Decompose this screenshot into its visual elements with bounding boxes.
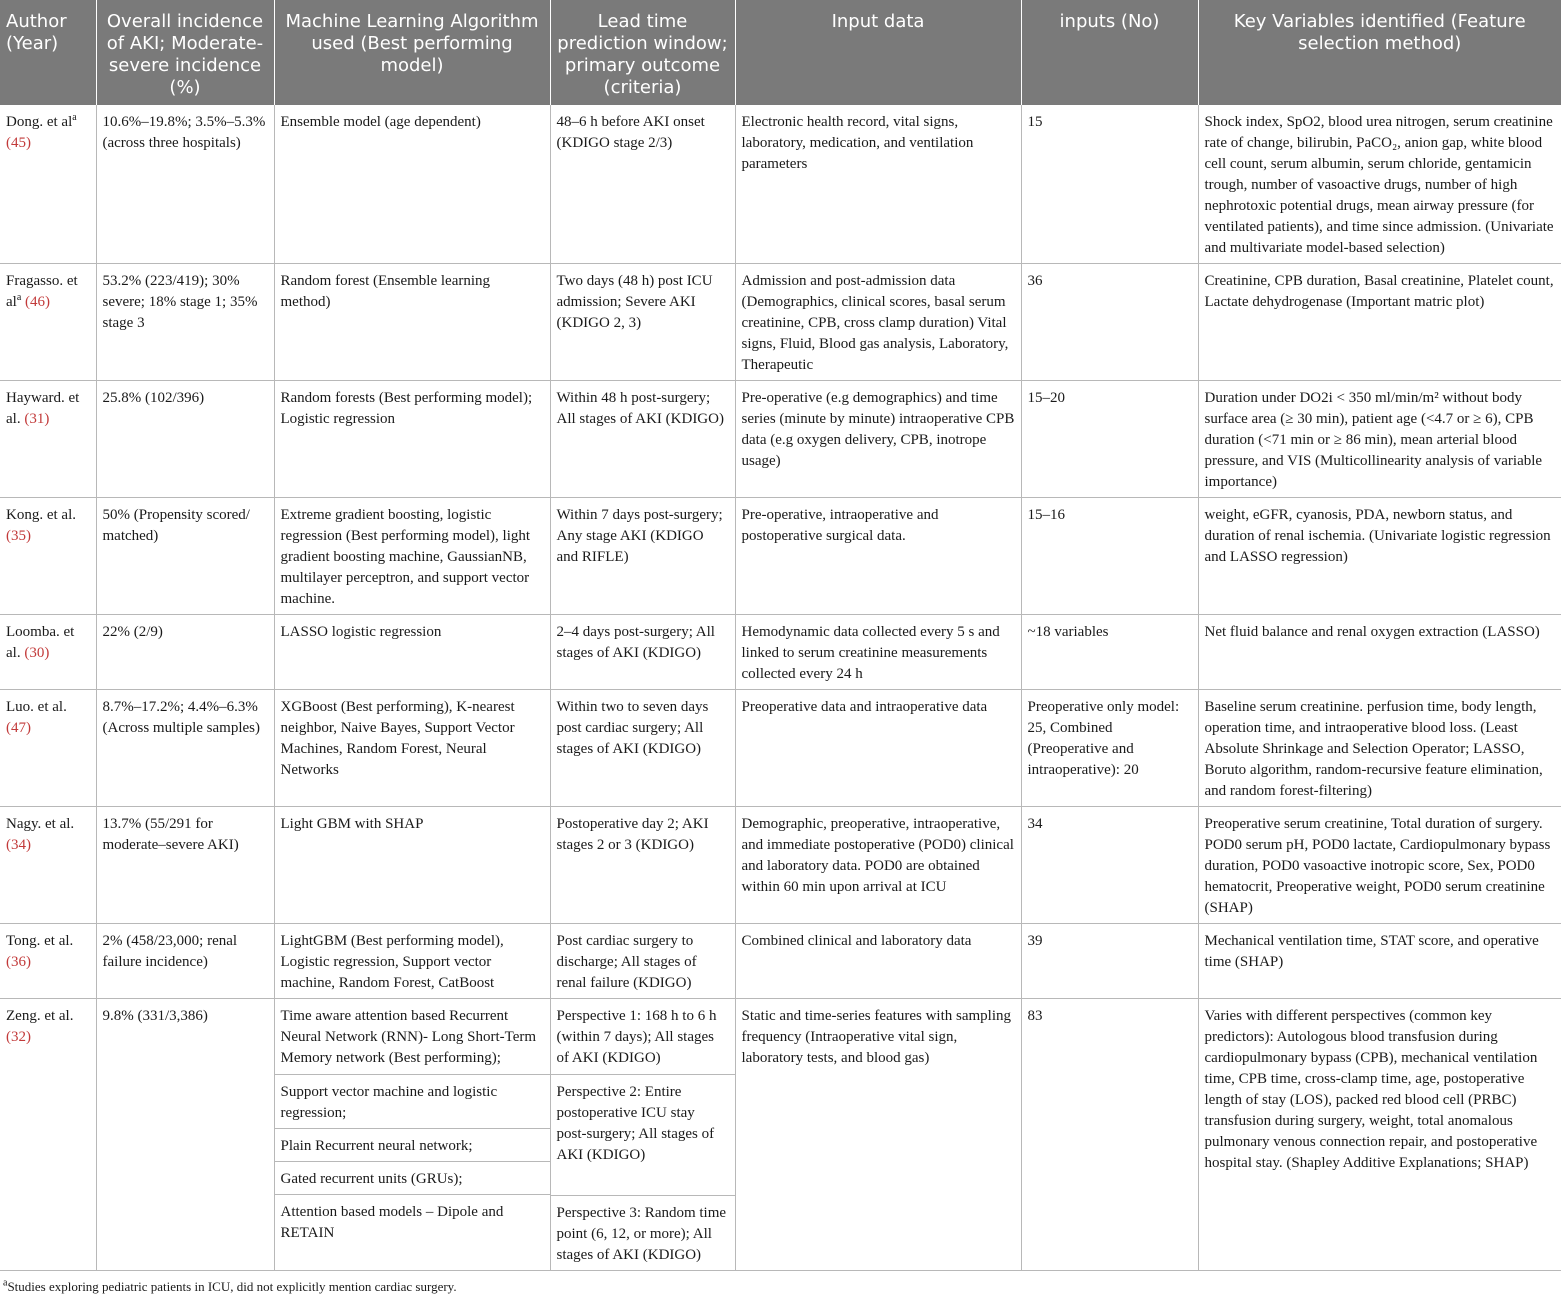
incidence-cell: 2% (458/23,000; renal failure incidence) bbox=[96, 924, 274, 999]
author-cell bbox=[0, 807, 96, 924]
author-cell bbox=[0, 381, 96, 498]
ml-algorithm-part: Gated recurrent units (GRUs); bbox=[275, 1162, 550, 1195]
lead-time-cell: Two days (48 h) post ICU admission; Severe AKI (KDIGO 2, 3) bbox=[550, 264, 735, 381]
author-name: Dong. et al bbox=[6, 114, 73, 130]
table-row bbox=[0, 498, 1561, 615]
footnote bbox=[0, 1271, 1561, 1295]
author-name: Nagy. et al. bbox=[6, 816, 75, 832]
table-row bbox=[0, 690, 1561, 807]
lead-time-cell: 48–6 h before AKI onset (KDIGO stage 2/3) bbox=[550, 105, 735, 264]
incidence-cell: 10.6%–19.8%; 3.5%–5.3% (across three hospitals) bbox=[96, 105, 274, 264]
lead-time-cell: Within 48 h post-surgery; All stages of AKI (KDIGO) bbox=[550, 381, 735, 498]
footnote-text: Studies exploring pediatric patients in ICU, did not explicitly mention cardiac surgery. bbox=[7, 1279, 457, 1294]
reference-link: (36) bbox=[6, 954, 31, 970]
inputs-no-cell: 15–16 bbox=[1021, 498, 1198, 615]
header-incidence: Overall incidence of AKI; Moderate-severe incidence (%) bbox=[96, 0, 274, 105]
table-row bbox=[0, 105, 1561, 264]
incidence-cell: 8.7%–17.2%; 4.4%–6.3% (Across multiple samples) bbox=[96, 690, 274, 807]
reference-link: (35) bbox=[6, 528, 31, 544]
input-data-cell: Combined clinical and laboratory data bbox=[735, 924, 1021, 999]
inputs-no-cell: 15–20 bbox=[1021, 381, 1198, 498]
author-cell bbox=[0, 999, 96, 1271]
lead-time-cell: Postoperative day 2; AKI stages 2 or 3 (KDIGO) bbox=[550, 807, 735, 924]
inputs-no-cell: 15 bbox=[1021, 105, 1198, 264]
header-lead-time: Lead time prediction window; primary outcome (criteria) bbox=[550, 0, 735, 105]
reference-link: (46) bbox=[25, 294, 51, 310]
author-cell bbox=[0, 498, 96, 615]
author-cell bbox=[0, 105, 96, 264]
ml-algorithm-part: Plain Recurrent neural network; bbox=[275, 1129, 550, 1162]
lead-time-cell: 2–4 days post-surgery; All stages of AKI (KDIGO) bbox=[550, 615, 735, 690]
inputs-no-cell: 34 bbox=[1021, 807, 1198, 924]
ml-algorithm-cell bbox=[274, 999, 550, 1271]
input-data-cell: Preoperative data and intraoperative data bbox=[735, 690, 1021, 807]
lead-time-cell: Within two to seven days post cardiac surgery; All stages of AKI (KDIGO) bbox=[550, 690, 735, 807]
table-row bbox=[0, 615, 1561, 690]
reference-link: (45) bbox=[6, 135, 31, 151]
incidence-cell: 9.8% (331/3,386) bbox=[96, 999, 274, 1271]
author-footnote-marker: a bbox=[16, 292, 22, 303]
table-row bbox=[0, 999, 1561, 1271]
inputs-no-cell: 39 bbox=[1021, 924, 1198, 999]
header-inputs-no: inputs (No) bbox=[1021, 0, 1198, 105]
incidence-cell: 25.8% (102/396) bbox=[96, 381, 274, 498]
ml-algorithm-cell: Random forest (Ensemble learning method) bbox=[274, 264, 550, 381]
input-data-cell: Electronic health record, vital signs, laboratory, medication, and ventilation parameters bbox=[735, 105, 1021, 264]
author-cell bbox=[0, 924, 96, 999]
ml-algorithm-cell: LightGBM (Best performing model), Logistic regression, Support vector machine, Random Forest, CatBoost bbox=[274, 924, 550, 999]
header-row bbox=[0, 0, 1561, 105]
incidence-cell: 50% (Propensity scored/ matched) bbox=[96, 498, 274, 615]
author-name: Kong. et al. bbox=[6, 507, 76, 523]
header-author: Author (Year) bbox=[0, 0, 96, 105]
reference-link: (30) bbox=[24, 645, 50, 661]
table-body bbox=[0, 105, 1561, 1271]
ml-algorithm-cell: LASSO logistic regression bbox=[274, 615, 550, 690]
reference-link: (47) bbox=[6, 720, 31, 736]
author-name: Zeng. et al. bbox=[6, 1008, 74, 1024]
author-cell bbox=[0, 690, 96, 807]
ml-algorithm-part: Support vector machine and logistic regression; bbox=[275, 1075, 550, 1129]
inputs-no-cell: Preoperative only model: 25, Combined (Preoperative and intraoperative): 20 bbox=[1021, 690, 1198, 807]
header-ml-algorithm: Machine Learning Algorithm used (Best performing model) bbox=[274, 0, 550, 105]
footnote-marker: a bbox=[3, 1277, 8, 1289]
input-data-cell: Admission and post-admission data (Demographics, clinical scores, basal serum creatinine, CPB, cross clamp duration) Vital signs, Fluid, Blood gas analysis, Laboratory, Therapeutic bbox=[735, 264, 1021, 381]
ml-algorithm-cell: Random forests (Best performing model); Logistic regression bbox=[274, 381, 550, 498]
author-name: Fragasso. et al bbox=[6, 273, 78, 310]
input-data-cell: Demographic, preoperative, intraoperative, and immediate postoperative (POD0) clinical and laboratory data. POD0 are obtained within 60 min upon arrival at ICU bbox=[735, 807, 1021, 924]
input-data-cell: Pre-operative (e.g demographics) and time series (minute by minute) intraoperative CPB data (e.g oxygen delivery, CPB, inotrope usage) bbox=[735, 381, 1021, 498]
author-cell bbox=[0, 264, 96, 381]
input-data-cell: Pre-operative, intraoperative and postoperative surgical data. bbox=[735, 498, 1021, 615]
header-input-data: Input data bbox=[735, 0, 1021, 105]
lead-time-cell: Within 7 days post-surgery; Any stage AKI (KDIGO and RIFLE) bbox=[550, 498, 735, 615]
key-variables-cell: Preoperative serum creatinine, Total duration of surgery. POD0 serum pH, POD0 lactate, Cardiopulmonary bypass duration, POD0 vasoactive inotropic score, Sex, POD0 hematocrit, Preoperative weight, POD0 serum creatinine (SHAP) bbox=[1198, 807, 1561, 924]
author-name: Loomba. et al. bbox=[6, 624, 75, 661]
lead-time-part: Perspective 2: Entire postoperative ICU stay post-surgery; All stages of AKI (KDIGO) bbox=[551, 1075, 735, 1196]
table-row bbox=[0, 264, 1561, 381]
lead-time-cell: Post cardiac surgery to discharge; All stages of renal failure (KDIGO) bbox=[550, 924, 735, 999]
reference-link: (31) bbox=[24, 411, 50, 427]
table-row bbox=[0, 381, 1561, 498]
reference-link: (32) bbox=[6, 1029, 31, 1045]
ml-algorithm-cell: XGBoost (Best performing), K-nearest neighbor, Naive Bayes, Support Vector Machines, Random Forest, Neural Networks bbox=[274, 690, 550, 807]
author-cell bbox=[0, 615, 96, 690]
inputs-no-cell: ~18 variables bbox=[1021, 615, 1198, 690]
author-name: Tong. et al. bbox=[6, 933, 74, 949]
incidence-cell: 53.2% (223/419); 30% severe; 18% stage 1; 35% stage 3 bbox=[96, 264, 274, 381]
table-row bbox=[0, 807, 1561, 924]
key-variables-cell: Duration under DO2i < 350 ml/min/m² without body surface area (≥ 30 min), patient age (<4.7 or ≥ 6), CPB duration (<71 min or ≥ 86 min), mean arterial blood pressure, and VIS (Multicollinearity analysis of variable importance) bbox=[1198, 381, 1561, 498]
ml-algorithm-part: Time aware attention based Recurrent Neural Network (RNN)- Long Short-Term Memory network (Best performing); bbox=[275, 999, 550, 1075]
ml-algorithm-part: Attention based models – Dipole and RETAIN bbox=[280, 1204, 504, 1241]
author-name: Hayward. et al. bbox=[6, 390, 80, 427]
ml-algorithm-cell: Light GBM with SHAP bbox=[274, 807, 550, 924]
ml-algorithm-cell: Extreme gradient boosting, logistic regression (Best performing model), light gradient boosting machine, GaussianNB, multilayer perceptron, and support vector machine. bbox=[274, 498, 550, 615]
inputs-no-cell: 36 bbox=[1021, 264, 1198, 381]
key-variables-cell: weight, eGFR, cyanosis, PDA, newborn status, and duration of renal ischemia. (Univariate logistic regression and LASSO regression) bbox=[1198, 498, 1561, 615]
key-variables-cell: Varies with different perspectives (common key predictors): Autologous blood transfusion during cardiopulmonary bypass (CPB), mechanical ventilation time, CPB time, cross-clamp time, age, postoperative length of stay (LOS), packed red blood cell (PRBC) transfusion during surgery, weight, total anomalous pulmonary venous connection repair, and postoperative hospital stay. (Shapley Additive Explanations; SHAP) bbox=[1198, 999, 1561, 1271]
incidence-cell: 13.7% (55/291 for moderate–severe AKI) bbox=[96, 807, 274, 924]
input-data-cell: Static and time-series features with sampling frequency (Intraoperative vital sign, laboratory tests, and blood gas) bbox=[735, 999, 1021, 1271]
author-footnote-marker: a bbox=[72, 112, 77, 123]
lead-time-part: Perspective 1: 168 h to 6 h (within 7 days); All stages of AKI (KDIGO) bbox=[551, 999, 735, 1075]
header-key-variables: Key Variables identified (Feature selection method) bbox=[1198, 0, 1561, 105]
incidence-cell: 22% (2/9) bbox=[96, 615, 274, 690]
input-data-cell: Hemodynamic data collected every 5 s and linked to serum creatinine measurements collected every 24 h bbox=[735, 615, 1021, 690]
key-variables-cell: Net fluid balance and renal oxygen extraction (LASSO) bbox=[1198, 615, 1561, 690]
author-name: Luo. et al. bbox=[6, 699, 67, 715]
key-variables-cell: Mechanical ventilation time, STAT score, and operative time (SHAP) bbox=[1198, 924, 1561, 999]
lead-time-cell bbox=[550, 999, 735, 1271]
lead-time-part: Perspective 3: Random time point (6, 12, or more); All stages of AKI (KDIGO) bbox=[556, 1205, 727, 1263]
key-variables-cell: Shock index, SpO2, blood urea nitrogen, serum creatinine rate of change, bilirubin, PaCO₂, anion gap, white blood cell count, serum albumin, serum chloride, gentamicin trough, number of vasoactive drugs, number of high nephrotoxic potential drugs, mean airway pressure (for ventilated patients), and time since admission. (Univariate and multivariate model-based selection) bbox=[1198, 105, 1561, 264]
inputs-no-cell: 83 bbox=[1021, 999, 1198, 1271]
table-row bbox=[0, 924, 1561, 999]
reference-link: (34) bbox=[6, 837, 31, 853]
ml-algorithm-cell: Ensemble model (age dependent) bbox=[274, 105, 550, 264]
key-variables-cell: Baseline serum creatinine. perfusion time, body length, operation time, and intraoperative blood loss. (Least Absolute Shrinkage and Selection Operator; LASSO, Boruto algorithm, random-recursive feature elimination, and random forest-filtering) bbox=[1198, 690, 1561, 807]
key-variables-cell: Creatinine, CPB duration, Basal creatinine, Platelet count, Lactate dehydrogenase (Important matric plot) bbox=[1198, 264, 1561, 381]
